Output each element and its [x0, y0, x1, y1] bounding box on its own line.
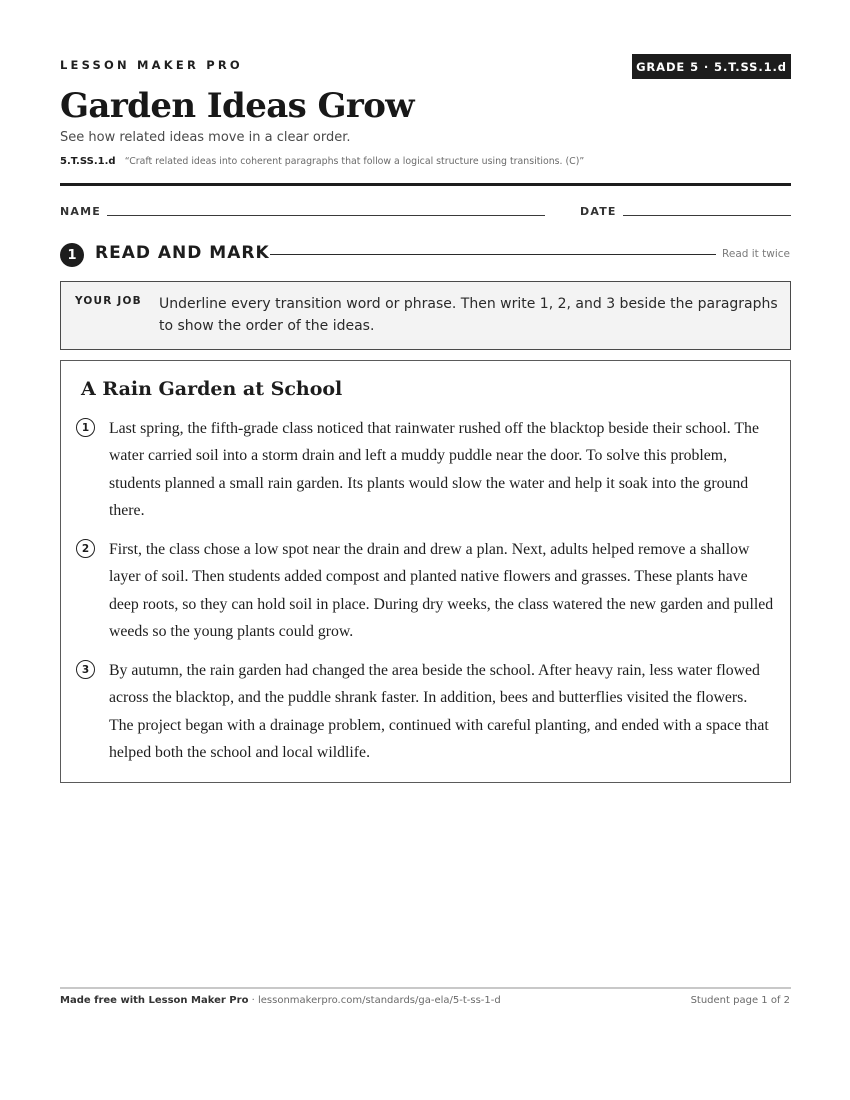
standard-code: 5.T.SS.1.d	[60, 156, 116, 167]
instructions-text: Underline every transition word or phrase. Then write 1, 2, and 3 beside the paragraphs to show the order of the ideas.	[159, 296, 778, 334]
paragraph-text: Last spring, the fifth-grade class noticed that rainwater rushed off the blacktop beside their school. The water carried soil into a storm drain and left a muddy puddle near the door. To solve this problem, students planned a small rain garden. Its plants would slow the water and help it soak into the ground there.	[109, 420, 759, 520]
instructions-box	[60, 281, 791, 350]
section-title: READ AND MARK	[95, 243, 270, 263]
footer-divider	[60, 987, 791, 989]
header-divider	[60, 183, 791, 186]
footer-page-number: Student page 1 of 2	[690, 995, 790, 1006]
name-label: NAME	[60, 205, 101, 218]
passage-box	[60, 360, 791, 783]
standard-line	[60, 156, 584, 167]
date-label: DATE	[580, 205, 617, 218]
paragraph-text: First, the class chose a low spot near the drain and drew a plan. Next, adults helped remove a shallow layer of soil. Then students added compost and planted native flowers and grasses. These plants have deep roots, so they can hold soil in place. During dry weeks, the class watered the new garden and pulled weeds so the young plants could grow.	[109, 541, 774, 641]
standard-description: “Craft related ideas into coherent paragraphs that follow a logical structure using transitions. (C)”	[124, 156, 585, 167]
name-field[interactable]	[107, 215, 545, 216]
brand-name: LESSON MAKER PRO	[60, 58, 243, 72]
section-divider	[270, 254, 716, 255]
page-subtitle: See how related ideas move in a clear order.	[60, 130, 351, 145]
footer-made-with: Made free with Lesson Maker Pro	[60, 995, 249, 1006]
footer-separator: ·	[248, 995, 258, 1006]
grade-badge: GRADE 5 · 5.T.SS.1.d	[632, 54, 791, 79]
passage-title: A Rain Garden at School	[81, 378, 343, 400]
date-field[interactable]	[623, 215, 791, 216]
paragraph-number-circle[interactable]: 1	[76, 418, 95, 437]
section-number-badge: 1	[60, 243, 84, 267]
footer-url[interactable]: lessonmakerpro.com/standards/ga-ela/5-t-ss-1-d	[257, 995, 501, 1006]
paragraph-number-circle[interactable]: 2	[76, 539, 95, 558]
paragraph-number-circle[interactable]: 3	[76, 660, 95, 679]
instructions-label: YOUR JOB	[75, 295, 142, 307]
page-title: Garden Ideas Grow	[60, 86, 414, 126]
paragraph-text: By autumn, the rain garden had changed the area beside the school. After heavy rain, less water flowed across the blacktop, and the puddle shrank faster. In addition, bees and butterflies visited the flowers. The project began with a drainage problem, continued with careful planting, and ended with a space that helped both the school and local wildlife.	[109, 662, 769, 762]
section-note: Read it twice	[722, 248, 790, 260]
footer-credit	[60, 995, 501, 1006]
